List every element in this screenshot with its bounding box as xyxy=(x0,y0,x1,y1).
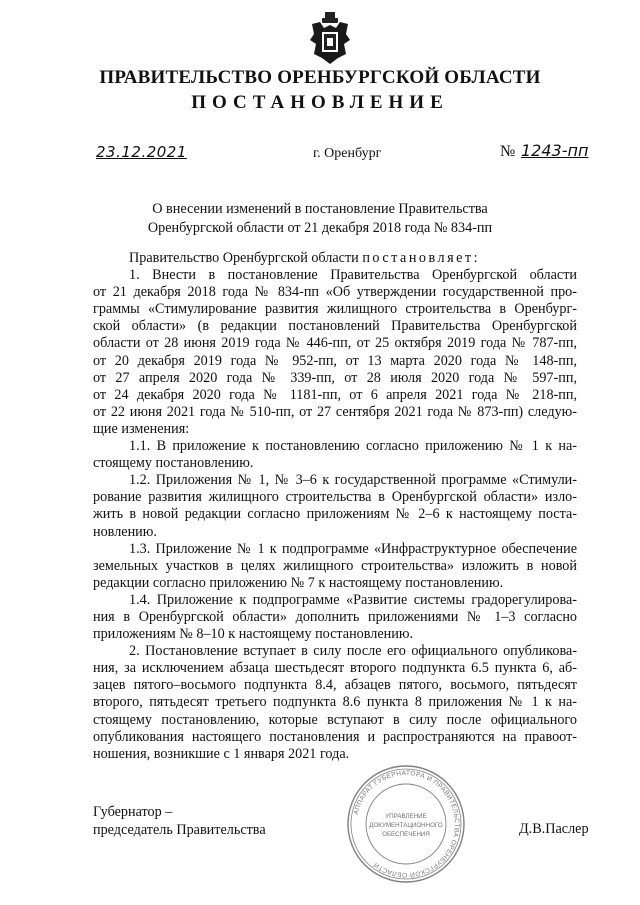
body-line: опубликования настоящего постановления и распространяются на правоот- xyxy=(93,728,577,745)
government-title: ПРАВИТЕЛЬСТВО ОРЕНБУРГСКОЙ ОБЛАСТИ xyxy=(99,67,541,88)
stamp-line: ДОКУМЕНТАЦИОННОГО xyxy=(369,822,443,829)
body-line: 1.2. Приложения № 1, № 3–6 к государственной программе «Стимули- xyxy=(129,472,577,489)
preamble-text: Правительство Оренбургской области xyxy=(129,250,359,266)
document-body xyxy=(93,250,577,763)
signatory-title-line: Губернатор – xyxy=(93,804,173,820)
body-line: новлению. xyxy=(93,523,157,540)
document-date: 23.12.2021 xyxy=(96,143,187,161)
body-line: ния, за исключением абзаца шестьдесят второго подпункта 6.5 пункта 6, аб- xyxy=(93,660,577,677)
body-line: жить в новой редакции согласно приложениям № 2–6 к настоящему поста- xyxy=(93,506,577,523)
body-line: 1.1. В приложение к постановлению согласно приложению № 1 к на- xyxy=(129,438,577,455)
subject-line: Оренбургской области от 21 декабря 2018 года № 834-пп xyxy=(147,220,493,236)
body-line: области от 28 июня 2019 года № 446-пп, от 25 октября 2019 года № 787-пп, xyxy=(93,335,577,352)
body-line: от 22 июня 2021 года № 510-пп, от 27 сентября 2021 года № 873-пп) следую- xyxy=(93,403,577,420)
body-line: ской области» (в редакции постановлений Правительства Оренбургской xyxy=(93,318,577,335)
body-line: 1.3. Приложение № 1 к подпрограмме «Инфраструктурное обеспечение xyxy=(129,540,577,557)
signatory-name: Д.В.Паслер xyxy=(519,821,589,837)
body-line: зацев пятого–восьмого подпункта 8.4, абзацев пятого, восьмого, пятьдесят xyxy=(93,677,577,694)
body-line: ношения, возникшие с 1 января 2021 года. xyxy=(93,745,350,762)
document-city: г. Оренбург xyxy=(313,146,382,161)
body-line: от 27 апреля 2020 года № 339-пп, от 28 июля 2020 года № 597-пп, xyxy=(93,369,577,386)
body-line: стоящему постановлению, которые вступают в силу после официального xyxy=(93,711,577,728)
body-line: от 24 декабря 2020 года № 1181-пп, от 6 апреля 2021 года № 218-пп, xyxy=(93,386,577,403)
body-line: ния в Оренбургской области» дополнить приложениями № 1–3 согласно xyxy=(93,608,577,625)
coat-of-arms-emblem xyxy=(308,10,352,66)
body-line: стоящему постановлению. xyxy=(93,455,254,472)
signatory-title-line: председатель Правительства xyxy=(93,822,266,838)
body-line: редакции согласно приложению № 7 к настоящему постановлению. xyxy=(93,574,504,591)
body-line: 2. Постановление вступает в силу после его официального опубликова- xyxy=(129,643,577,660)
preamble-spaced-word: постановляет: xyxy=(362,250,481,266)
signatory-title xyxy=(93,803,266,839)
document-subject xyxy=(0,200,640,238)
stamp-ring-text: АППАРАТ ГУБЕРНАТОРА И ПРАВИТЕЛЬСТВА ОРЕНБУРГСКОЙ ОБЛАСТИ xyxy=(352,769,461,879)
body-line: граммы «Стимулирование развития жилищного строительства в Оренбург- xyxy=(93,301,577,318)
body-line: приложениям № 8–10 к настоящему постановлению. xyxy=(93,626,413,643)
stamp-line: ОБЕСПЕЧЕНИЯ xyxy=(382,831,430,838)
subject-line: О внесении изменений в постановление Правительства xyxy=(152,201,488,217)
document-type: ПОСТАНОВЛЕНИЕ xyxy=(191,92,449,113)
body-line: щие изменения: xyxy=(93,420,190,437)
stamp-line: УПРАВЛЕНИЕ xyxy=(385,813,427,820)
body-line: 1.4. Приложение к подпрограмме «Развитие системы градорегулирова- xyxy=(129,591,577,608)
body-line: от 20 декабря 2019 года № 952-пп, от 13 марта 2020 года № 148-пп, xyxy=(93,352,577,369)
document-number-label: № xyxy=(500,143,516,160)
body-line: земельных участков в целях жилищного строительства» изложить в новой xyxy=(93,557,577,574)
preamble xyxy=(93,250,577,267)
document-number: 1243-пп xyxy=(521,141,589,160)
body-line: второго, пятьдесят третьего подпункта 8.6 пункта 8 приложения № 1 к на- xyxy=(93,694,577,711)
body-line: от 21 декабря 2018 года № 834-пп «Об утверждении государственной про- xyxy=(93,284,577,301)
body-line: 1. Внести в постановление Правительства Оренбургской области xyxy=(129,267,577,284)
official-stamp xyxy=(345,763,467,885)
body-line: рование развития жилищного строительства в Оренбургской области» изло- xyxy=(93,489,577,506)
